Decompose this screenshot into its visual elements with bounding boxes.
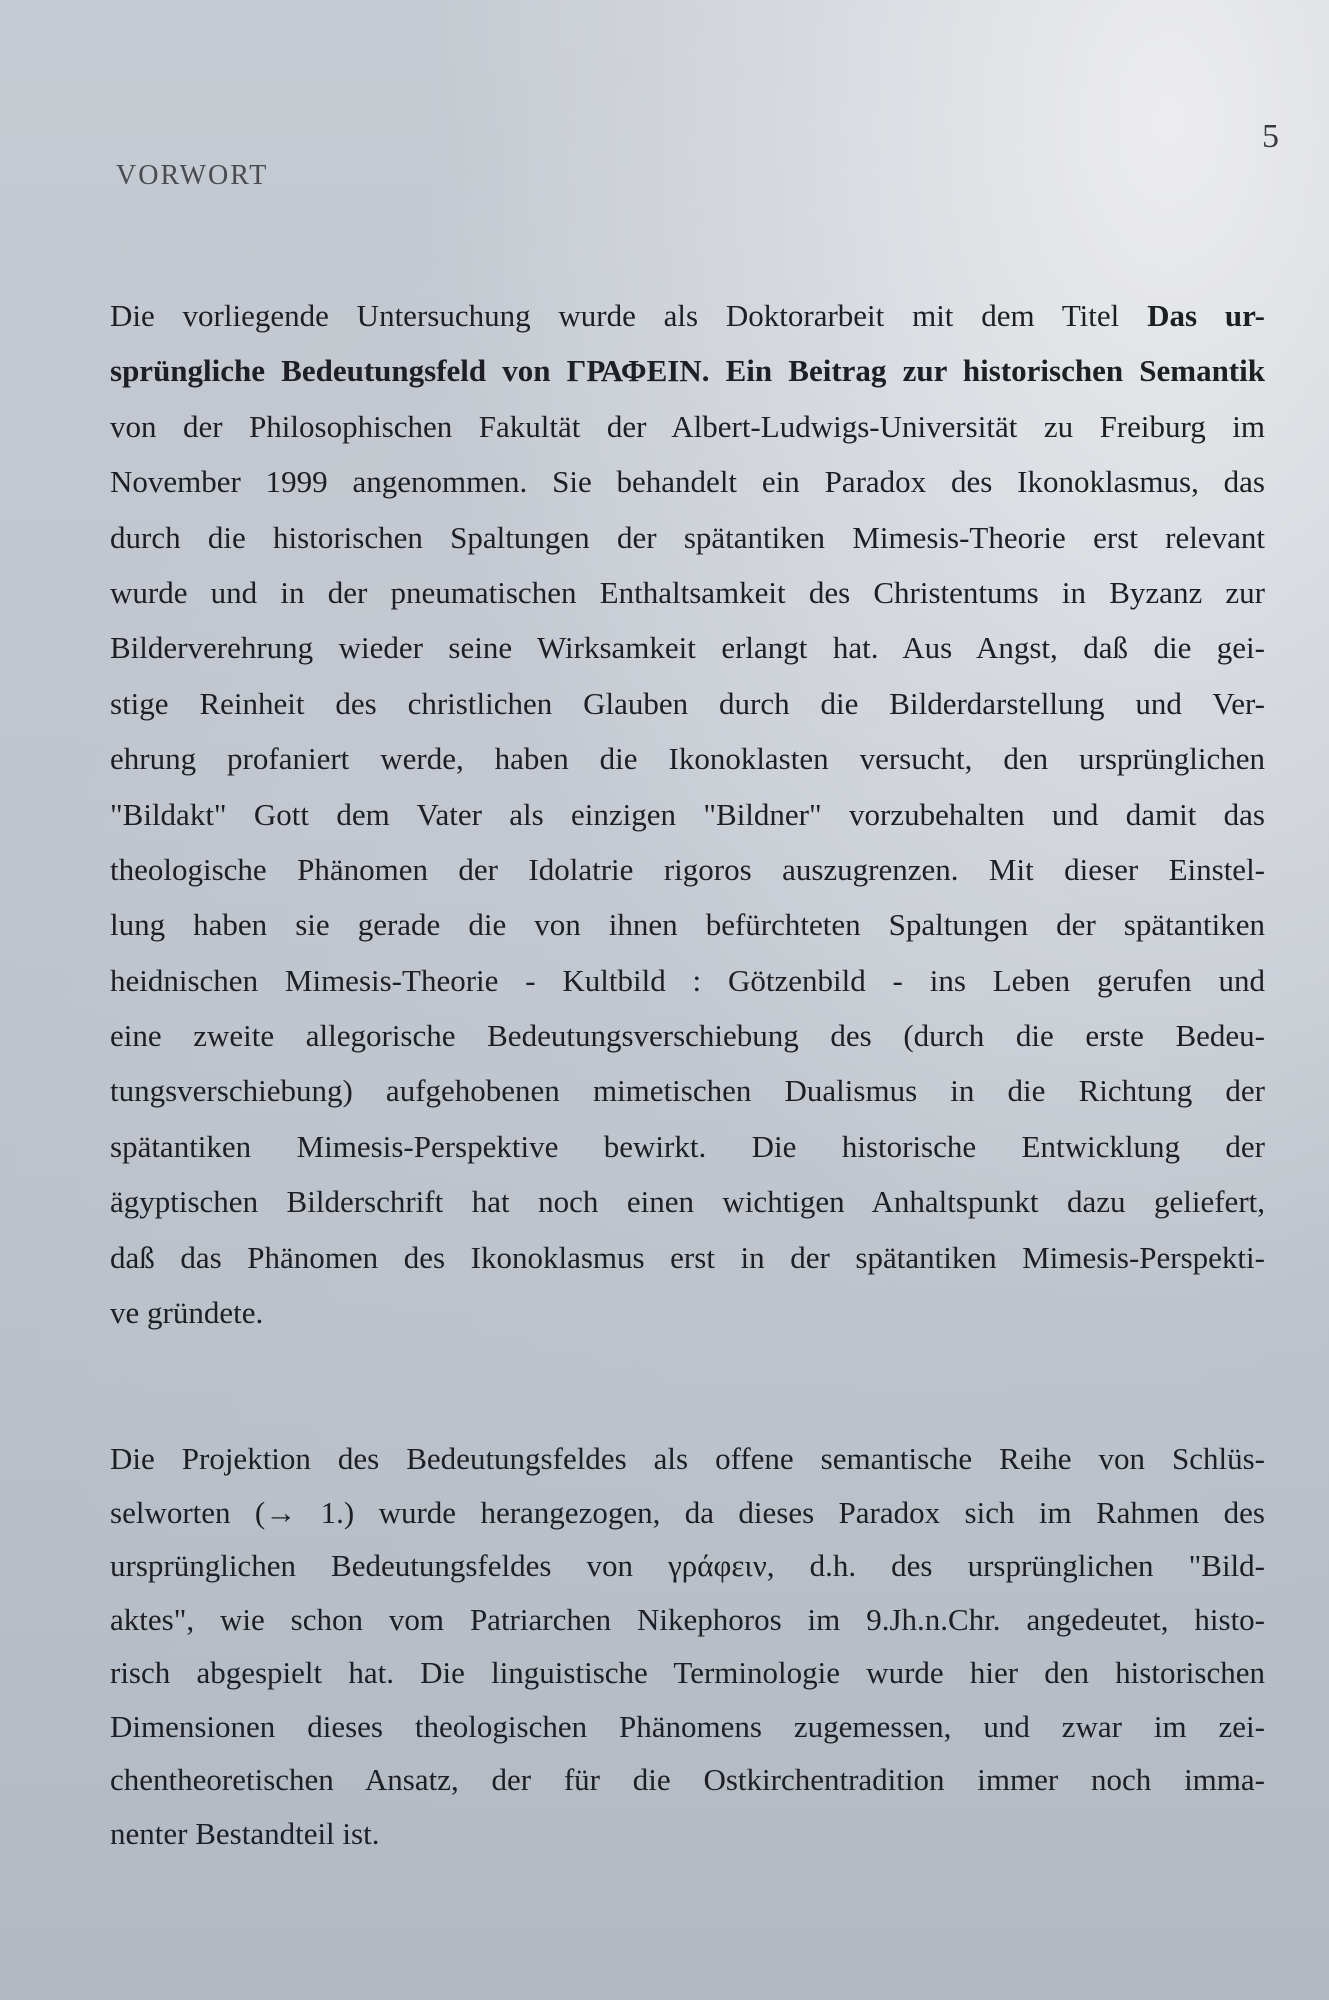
text-line: Die vorliegende Untersuchung wurde als Doktorarbeit mit dem Titel Das ur- <box>110 298 1266 333</box>
text-line: von der Philosophischen Fakultät der Albert-Ludwigs-Universität zu Freiburg im <box>110 408 1265 444</box>
text-line: stige Reinheit des christlichen Glauben durch die Bilderdarstellung und Ver- <box>110 685 1265 721</box>
text-line: Die Projektion des Bedeutungsfeldes als offene semantische Reihe von Schlüs- <box>110 1441 1265 1476</box>
text-line: Dimensionen dieses theologischen Phänomens zugemessen, und zwar im zei- <box>110 1708 1265 1744</box>
page-number: 5 <box>1262 118 1279 155</box>
paragraph-1 <box>110 288 1265 1340</box>
text-line: eine zweite allegorische Bedeutungsverschiebung des (durch die erste Bedeu- <box>110 1018 1265 1054</box>
text-line: nenter Bestandteil ist. <box>110 1815 380 1851</box>
text-line: selworten (→ 1.) wurde herangezogen, da dieses Paradox sich im Rahmen des <box>110 1494 1265 1530</box>
text-line: aktes", wie schon vom Patriarchen Nikephoros im 9.Jh.n.Chr. angedeutet, histo- <box>110 1601 1265 1637</box>
text-line: spätantiken Mimesis-Perspektive bewirkt. Die historische Entwicklung der <box>110 1128 1265 1164</box>
paragraph-2 <box>110 1432 1265 1860</box>
text-line: "Bildakt" Gott dem Vater als einzigen "Bildner" vorzubehalten und damit das <box>110 796 1265 832</box>
text-line: wurde und in der pneumatischen Enthaltsamkeit des Christentums in Byzanz zur <box>110 574 1265 610</box>
text-line: daß das Phänomen des Ikonoklasmus erst in der spätantiken Mimesis-Perspekti- <box>110 1239 1265 1275</box>
text-line: durch die historischen Spaltungen der spätantiken Mimesis-Theorie erst relevant <box>110 519 1265 555</box>
text-line: theologische Phänomen der Idolatrie rigoros auszugrenzen. Mit dieser Einstel- <box>110 851 1265 887</box>
text-line-title-bold: sprüngliche Bedeutungsfeld von ΓΡΑΦΕΙΝ. Ein Beitrag zur historischen Semantik <box>110 353 1265 389</box>
text-line: heidnischen Mimesis-Theorie - Kultbild : Götzenbild - ins Leben gerufen und <box>110 962 1265 998</box>
chapter-heading: VORWORT <box>116 160 269 191</box>
title-bold: Das ur- <box>1147 298 1266 333</box>
text-line: tungsverschiebung) aufgehobenen mimetischen Dualismus in die Richtung der <box>110 1073 1265 1109</box>
text-line: lung haben sie gerade die von ihnen befürchteten Spaltungen der spätantiken <box>110 907 1265 943</box>
text-line: ehrung profaniert werde, haben die Ikonoklasten versucht, den ursprünglichen <box>110 741 1265 777</box>
text-line: Bilderverehrung wieder seine Wirksamkeit erlangt hat. Aus Angst, daß die gei- <box>110 630 1265 666</box>
text-line: November 1999 angenommen. Sie behandelt ein Paradox des Ikonoklasmus, das <box>110 464 1265 500</box>
text-line: ve gründete. <box>110 1295 264 1331</box>
text-line: risch abgespielt hat. Die linguistische Terminologie wurde hier den historischen <box>110 1655 1265 1690</box>
text-line: chentheoretischen Ansatz, der für die Ostkirchentradition immer noch imma- <box>110 1762 1265 1797</box>
text-line: ägyptischen Bilderschrift hat noch einen wichtigen Anhaltspunkt dazu geliefert, <box>110 1184 1265 1220</box>
text-line: ursprünglichen Bedeutungsfeldes von γράφειν, d.h. des ursprünglichen "Bild- <box>110 1548 1265 1583</box>
